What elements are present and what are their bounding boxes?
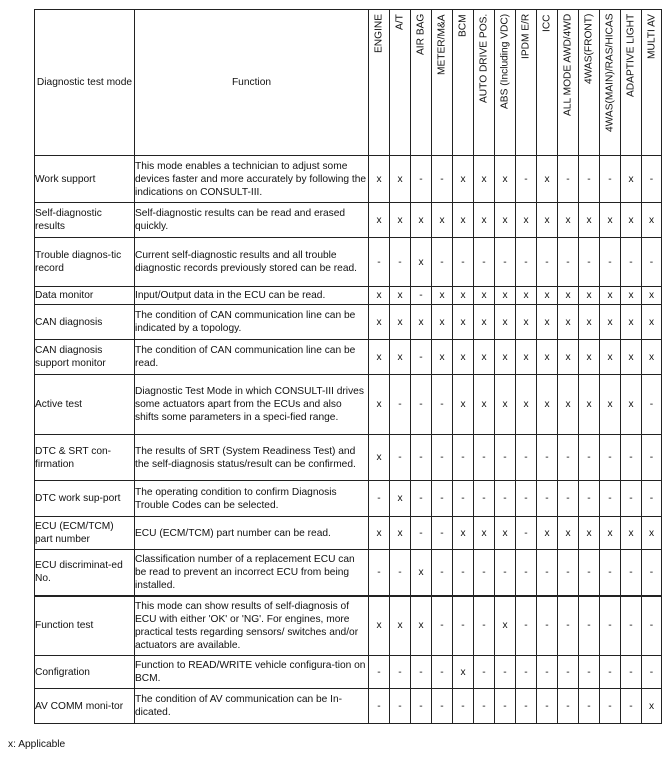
function-cell: The operating condition to confirm Diagnosis Trouble Codes can be selected.	[135, 481, 369, 517]
applicability-cell: -	[621, 656, 642, 689]
applicability-cell: x	[600, 287, 621, 305]
applicability-cell: -	[390, 375, 411, 435]
mode-cell: ECU discriminat-ed No.	[35, 550, 135, 596]
applicability-cell: -	[432, 596, 453, 656]
applicability-cell: x	[369, 305, 390, 340]
system-label: 4WAS(MAIN)/RAS/HICAS	[604, 14, 616, 133]
applicability-cell: -	[453, 689, 474, 724]
applicability-cell: x	[621, 156, 642, 203]
header-system	[642, 10, 662, 156]
applicability-cell: -	[537, 481, 558, 517]
applicability-cell: x	[390, 203, 411, 238]
applicability-cell: x	[537, 340, 558, 375]
applicability-cell: -	[432, 238, 453, 287]
applicability-cell: x	[453, 340, 474, 375]
applicability-cell: x	[453, 517, 474, 550]
applicability-cell: -	[579, 689, 600, 724]
applicability-cell: -	[516, 156, 537, 203]
applicability-cell: -	[453, 435, 474, 481]
applicability-cell: -	[474, 238, 495, 287]
applicability-cell: -	[579, 238, 600, 287]
system-label: IPDM E/R	[520, 14, 532, 60]
applicability-cell: -	[411, 375, 432, 435]
applicability-cell: x	[453, 305, 474, 340]
header-system	[411, 10, 432, 156]
applicability-cell: -	[432, 689, 453, 724]
applicability-cell: -	[558, 689, 579, 724]
applicability-cell: x	[432, 203, 453, 238]
applicability-cell: x	[558, 305, 579, 340]
applicability-cell: x	[369, 203, 390, 238]
applicability-cell: x	[600, 305, 621, 340]
applicability-cell: -	[411, 689, 432, 724]
mode-cell: Self-diagnostic results	[35, 203, 135, 238]
applicability-cell: -	[369, 689, 390, 724]
applicability-cell: x	[558, 340, 579, 375]
applicability-cell: -	[390, 656, 411, 689]
header-system	[558, 10, 579, 156]
table-row	[35, 156, 662, 203]
applicability-cell: x	[642, 203, 662, 238]
applicability-cell: x	[516, 375, 537, 435]
mode-cell: CAN diagnosis	[35, 305, 135, 340]
applicability-cell: -	[600, 689, 621, 724]
applicability-cell: x	[621, 287, 642, 305]
applicability-cell: x	[642, 305, 662, 340]
applicability-cell: x	[369, 435, 390, 481]
applicability-cell: x	[537, 156, 558, 203]
applicability-cell: -	[558, 550, 579, 596]
applicability-cell: x	[432, 340, 453, 375]
applicability-cell: x	[453, 375, 474, 435]
applicability-cell: -	[516, 517, 537, 550]
applicability-cell: -	[642, 375, 662, 435]
applicability-cell: -	[474, 596, 495, 656]
applicability-cell: -	[558, 481, 579, 517]
applicability-cell: x	[432, 287, 453, 305]
system-label: ADAPTIVE LIGHT	[625, 14, 637, 98]
applicability-cell: -	[369, 238, 390, 287]
system-label: ICC	[541, 14, 553, 32]
applicability-cell: -	[600, 481, 621, 517]
mode-cell: Work support	[35, 156, 135, 203]
function-cell: Diagnostic Test Mode in which CONSULT-III drives some actuators apart from the ECUs and also shifts some parameters in a speci-fied range.	[135, 375, 369, 435]
applicability-cell: -	[474, 656, 495, 689]
applicability-cell: x	[390, 156, 411, 203]
applicability-cell: x	[579, 203, 600, 238]
table-row	[35, 305, 662, 340]
applicability-cell: -	[600, 156, 621, 203]
table-row	[35, 550, 662, 596]
system-label: 4WAS(FRONT)	[583, 14, 595, 85]
applicability-cell: x	[600, 517, 621, 550]
applicability-cell: x	[390, 287, 411, 305]
table-row	[35, 287, 662, 305]
function-cell: Current self-diagnostic results and all trouble diagnostic records previously stored can be read.	[135, 238, 369, 287]
applicability-cell: x	[642, 340, 662, 375]
applicability-cell: x	[621, 517, 642, 550]
applicability-cell: -	[432, 550, 453, 596]
applicability-cell: x	[621, 203, 642, 238]
mode-cell: ECU (ECM/TCM) part number	[35, 517, 135, 550]
applicability-cell: -	[432, 435, 453, 481]
applicability-cell: x	[369, 517, 390, 550]
applicability-cell: x	[369, 287, 390, 305]
header-system	[474, 10, 495, 156]
applicability-cell: x	[369, 156, 390, 203]
applicability-cell: x	[474, 517, 495, 550]
applicability-cell: x	[579, 517, 600, 550]
applicability-cell: x	[600, 375, 621, 435]
applicability-cell: x	[621, 340, 642, 375]
applicability-cell: -	[600, 550, 621, 596]
applicability-cell: -	[516, 689, 537, 724]
function-cell: Self-diagnostic results can be read and erased quickly.	[135, 203, 369, 238]
applicability-cell: x	[495, 517, 516, 550]
applicability-cell: -	[621, 435, 642, 481]
applicability-cell: x	[495, 203, 516, 238]
system-label: A/T	[394, 14, 406, 30]
header-system	[369, 10, 390, 156]
applicability-cell: x	[642, 689, 662, 724]
applicability-cell: x	[474, 156, 495, 203]
applicability-cell: x	[411, 203, 432, 238]
applicability-cell: x	[495, 375, 516, 435]
applicability-cell: -	[495, 656, 516, 689]
header-function: Function	[135, 10, 369, 156]
applicability-cell: -	[390, 238, 411, 287]
applicability-cell: x	[495, 305, 516, 340]
header-diagnostic-test-mode: Diagnostic test mode	[35, 10, 135, 156]
applicability-cell: x	[558, 203, 579, 238]
header-system	[495, 10, 516, 156]
header-system	[537, 10, 558, 156]
applicability-cell: x	[453, 287, 474, 305]
applicability-cell: x	[600, 203, 621, 238]
header-system	[579, 10, 600, 156]
applicability-cell: x	[579, 340, 600, 375]
applicability-cell: -	[537, 435, 558, 481]
applicability-cell: x	[390, 305, 411, 340]
system-label: MULTI AV	[646, 14, 657, 59]
applicability-cell: -	[369, 481, 390, 517]
applicability-cell: x	[579, 375, 600, 435]
applicability-cell: x	[495, 156, 516, 203]
function-cell: Function to READ/WRITE vehicle configura-tion on BCM.	[135, 656, 369, 689]
applicability-cell: -	[516, 550, 537, 596]
applicability-cell: -	[390, 550, 411, 596]
applicability-cell: -	[558, 435, 579, 481]
applicability-cell: -	[579, 596, 600, 656]
applicability-cell: -	[411, 287, 432, 305]
applicability-cell: x	[390, 340, 411, 375]
applicability-cell: -	[579, 481, 600, 517]
header-system	[516, 10, 537, 156]
applicability-cell: x	[642, 517, 662, 550]
applicability-cell: -	[621, 689, 642, 724]
applicability-cell: x	[474, 340, 495, 375]
applicability-cell: x	[516, 340, 537, 375]
applicability-cell: x	[474, 287, 495, 305]
applicability-cell: -	[453, 550, 474, 596]
header-system	[600, 10, 621, 156]
applicability-cell: -	[495, 550, 516, 596]
table-row	[35, 340, 662, 375]
mode-cell: Data monitor	[35, 287, 135, 305]
applicability-cell: -	[621, 238, 642, 287]
applicability-cell: x	[537, 517, 558, 550]
function-cell: The results of SRT (System Readiness Test) and the self-diagnosis status/result can be confirmed.	[135, 435, 369, 481]
system-label: BCM	[457, 14, 469, 37]
applicability-cell: x	[495, 340, 516, 375]
applicability-cell: x	[537, 203, 558, 238]
system-label: ABS (Including VDC)	[499, 14, 511, 110]
mode-cell: Configration	[35, 656, 135, 689]
applicability-cell: -	[474, 435, 495, 481]
applicability-cell: x	[369, 375, 390, 435]
applicability-cell: x	[411, 550, 432, 596]
applicability-cell: -	[579, 550, 600, 596]
system-label: ENGINE	[373, 14, 385, 54]
function-cell: Input/Output data in the ECU can be read.	[135, 287, 369, 305]
applicability-cell: x	[453, 656, 474, 689]
applicability-cell: -	[516, 656, 537, 689]
applicability-cell: x	[474, 305, 495, 340]
applicability-cell: -	[390, 689, 411, 724]
applicability-cell: -	[558, 156, 579, 203]
applicability-cell: -	[453, 481, 474, 517]
applicability-cell: -	[579, 156, 600, 203]
applicability-cell: x	[411, 596, 432, 656]
applicability-cell: -	[516, 238, 537, 287]
applicability-cell: x	[474, 203, 495, 238]
applicability-cell: -	[642, 238, 662, 287]
table-row	[35, 435, 662, 481]
applicability-cell: -	[600, 596, 621, 656]
function-cell: The condition of CAN communication line can be indicated by a topology.	[135, 305, 369, 340]
mode-cell: Active test	[35, 375, 135, 435]
applicability-cell: -	[453, 238, 474, 287]
applicability-cell: x	[411, 238, 432, 287]
table-row	[35, 596, 662, 656]
header-system	[432, 10, 453, 156]
applicability-cell: -	[579, 435, 600, 481]
applicability-cell: -	[642, 435, 662, 481]
header-system	[621, 10, 642, 156]
applicability-cell: -	[369, 656, 390, 689]
applicability-cell: -	[537, 550, 558, 596]
function-cell: Classification number of a replacement ECU can be read to prevent an incorrect ECU from being installed.	[135, 550, 369, 596]
applicability-cell: -	[600, 656, 621, 689]
applicability-cell: -	[537, 238, 558, 287]
applicability-cell: -	[411, 481, 432, 517]
applicability-cell: x	[453, 156, 474, 203]
applicability-cell: -	[495, 435, 516, 481]
applicability-cell: -	[411, 435, 432, 481]
applicability-cell: x	[558, 375, 579, 435]
applicability-cell: x	[621, 375, 642, 435]
applicability-cell: -	[621, 481, 642, 517]
applicability-cell: -	[474, 550, 495, 596]
applicability-cell: -	[411, 656, 432, 689]
applicability-cell: -	[600, 435, 621, 481]
applicability-cell: -	[537, 656, 558, 689]
table-row	[35, 375, 662, 435]
applicability-cell: -	[642, 596, 662, 656]
applicability-cell: -	[432, 656, 453, 689]
applicability-cell: x	[558, 517, 579, 550]
applicability-cell: -	[642, 656, 662, 689]
applicability-cell: x	[474, 375, 495, 435]
function-cell: ECU (ECM/TCM) part number can be read.	[135, 517, 369, 550]
applicability-cell: x	[411, 305, 432, 340]
applicability-cell: -	[537, 689, 558, 724]
applicability-cell: -	[432, 156, 453, 203]
applicability-cell: -	[558, 596, 579, 656]
applicability-cell: x	[516, 203, 537, 238]
applicability-cell: x	[495, 287, 516, 305]
function-cell: This mode enables a technician to adjust some devices faster and more accurately by following the indications on CONSULT-III.	[135, 156, 369, 203]
applicability-cell: x	[432, 305, 453, 340]
header-row	[35, 10, 662, 156]
applicability-cell: -	[642, 156, 662, 203]
applicability-cell: -	[495, 689, 516, 724]
applicability-cell: x	[600, 340, 621, 375]
applicability-cell: x	[369, 596, 390, 656]
applicability-cell: -	[537, 596, 558, 656]
mode-cell: DTC & SRT con-firmation	[35, 435, 135, 481]
applicability-cell: -	[474, 689, 495, 724]
system-label: METER/M&A	[436, 14, 448, 75]
applicability-cell: -	[558, 656, 579, 689]
header-system	[390, 10, 411, 156]
applicability-cell: -	[642, 550, 662, 596]
applicability-cell: -	[600, 238, 621, 287]
applicability-cell: x	[390, 517, 411, 550]
mode-cell: AV COMM moni-tor	[35, 689, 135, 724]
table-row	[35, 689, 662, 724]
table-row	[35, 481, 662, 517]
applicability-cell: -	[432, 517, 453, 550]
applicability-cell: -	[411, 156, 432, 203]
applicability-cell: x	[579, 305, 600, 340]
system-label: AUTO DRIVE POS.	[478, 14, 490, 104]
applicability-cell: -	[642, 481, 662, 517]
applicability-cell: x	[453, 203, 474, 238]
table-row	[35, 203, 662, 238]
applicability-cell: x	[579, 287, 600, 305]
function-cell: The condition of AV communication can be In-dicated.	[135, 689, 369, 724]
footnote: x: Applicable	[8, 739, 66, 750]
applicability-cell: -	[516, 481, 537, 517]
applicability-cell: -	[369, 550, 390, 596]
applicability-cell: -	[516, 435, 537, 481]
applicability-cell: -	[621, 550, 642, 596]
diagnostic-mode-table	[34, 9, 662, 724]
applicability-cell: -	[495, 481, 516, 517]
applicability-cell: -	[432, 481, 453, 517]
applicability-cell: -	[432, 375, 453, 435]
applicability-cell: x	[537, 305, 558, 340]
applicability-cell: -	[516, 596, 537, 656]
mode-cell: DTC work sup-port	[35, 481, 135, 517]
applicability-cell: -	[411, 517, 432, 550]
mode-cell: CAN diagnosis support monitor	[35, 340, 135, 375]
applicability-cell: x	[495, 596, 516, 656]
applicability-cell: x	[558, 287, 579, 305]
applicability-cell: -	[579, 656, 600, 689]
applicability-cell: x	[537, 375, 558, 435]
table-row	[35, 656, 662, 689]
applicability-cell: x	[369, 340, 390, 375]
applicability-cell: -	[453, 596, 474, 656]
mode-cell: Trouble diagnos-tic record	[35, 238, 135, 287]
applicability-cell: x	[621, 305, 642, 340]
applicability-cell: -	[558, 238, 579, 287]
applicability-cell: -	[621, 596, 642, 656]
header-system	[453, 10, 474, 156]
system-label: AIR BAG	[415, 14, 427, 56]
system-label: ALL MODE AWD/4WD	[562, 14, 574, 117]
mode-cell: Function test	[35, 596, 135, 656]
table-body	[35, 156, 662, 724]
applicability-cell: x	[390, 596, 411, 656]
applicability-cell: -	[495, 238, 516, 287]
applicability-cell: x	[516, 305, 537, 340]
applicability-cell: x	[516, 287, 537, 305]
applicability-cell: x	[537, 287, 558, 305]
table-row	[35, 517, 662, 550]
applicability-cell: -	[390, 435, 411, 481]
applicability-cell: -	[474, 481, 495, 517]
applicability-cell: x	[642, 287, 662, 305]
applicability-cell: -	[411, 340, 432, 375]
table-row	[35, 238, 662, 287]
function-cell: The condition of CAN communication line can be read.	[135, 340, 369, 375]
function-cell: This mode can show results of self-diagnosis of ECU with either 'OK' or 'NG'. For engines, more practical tests regarding sensors/ switches and/or actuators are available.	[135, 596, 369, 656]
applicability-cell: x	[390, 481, 411, 517]
